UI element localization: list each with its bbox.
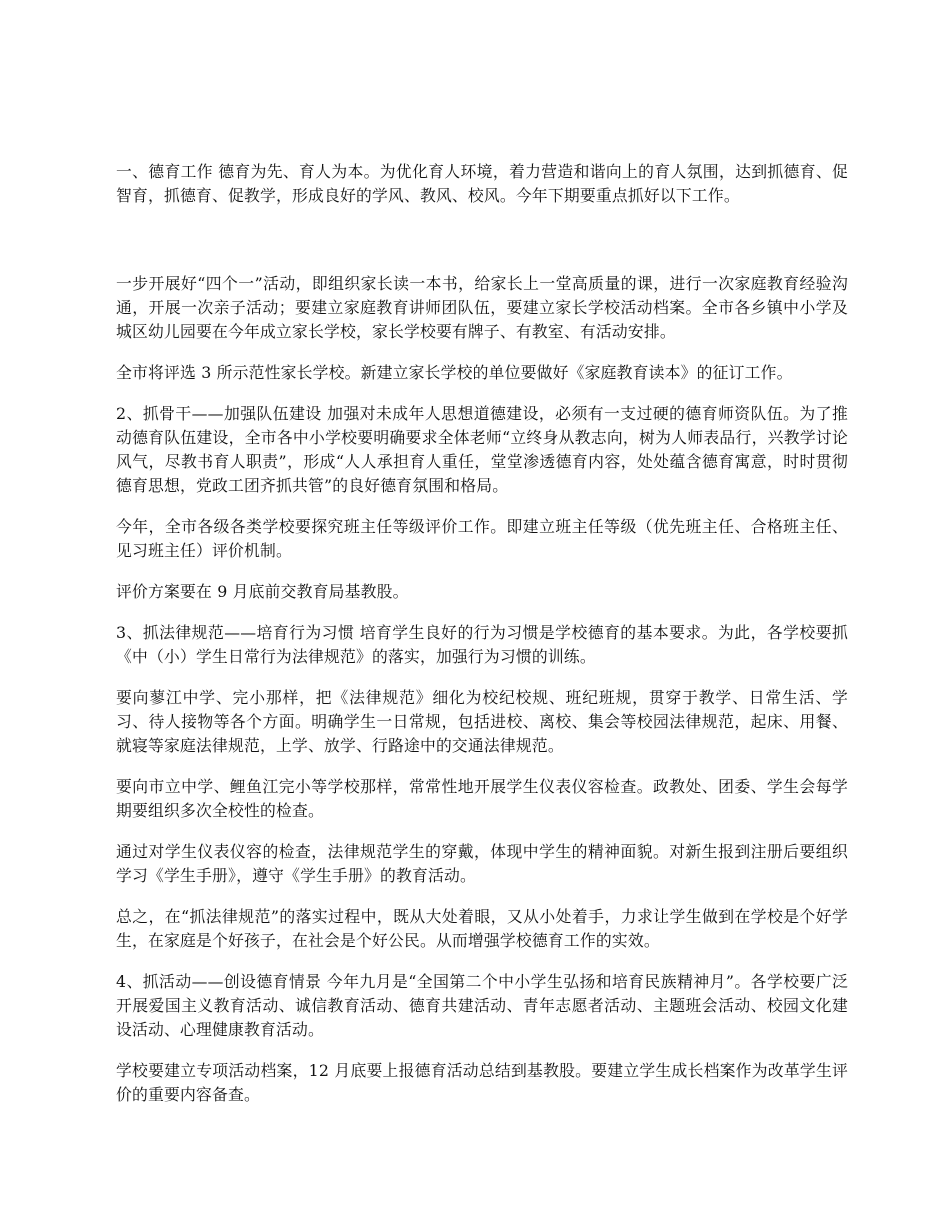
paragraph-activity-records: 学校要建立专项活动档案，12 月底要上报德育活动总结到基教股。要建立学生成长档案作为改革学生评价的重要内容备查。 <box>116 1061 848 1104</box>
paragraph-moral-education-intro: 一、德育工作 德育为先、育人为本。为优化育人环境，着力营造和谐向上的育人氛围，达到抓德育、促智育，抓德育、促教学，形成良好的学风、教风、校风。今年下期要重点抓好以下工作。 <box>116 162 848 205</box>
paragraph-model-parent-schools: 全市将评选 3 所示范性家长学校。新建立家长学校的单位要做好《家庭教育读本》的征订工作。 <box>116 363 793 382</box>
paragraph-class-teacher-evaluation: 今年，全市各级各类学校要探究班主任等级评价工作。即建立班主任等级（优先班主任、合格班主任、见习班主任）评价机制。 <box>116 517 848 560</box>
document-body <box>116 160 848 1124</box>
paragraph-evaluation-deadline: 评价方案要在 9 月底前交教育局基教股。 <box>116 582 409 601</box>
paragraph-four-ones-activity: 一步开展好“四个一”活动，即组织家长读一本书，给家长上一堂高质量的课，进行一次家庭教育经验沟通，开展一次亲子活动；要建立家庭教育讲师团队伍，要建立家长学校活动档案。全市各乡镇中小学及城区幼儿园要在今年成立家长学校，家长学校要有牌子、有教室、有活动安排。 <box>116 274 848 341</box>
paragraph-student-handbook: 通过对学生仪表仪容的检查，法律规范学生的穿戴，体现中学生的精神面貌。对新生报到注册后要组织学习《学生手册》，遵守《学生手册》的教育活动。 <box>116 842 848 885</box>
paragraph-behavior-habits: 3、抓法律规范——培育行为习惯 培育学生良好的行为习惯是学校德育的基本要求。为此，各学校要抓《中（小）学生日常行为法律规范》的落实，加强行为习惯的训练。 <box>116 623 848 666</box>
paragraph-teacher-team: 2、抓骨干——加强队伍建设 加强对未成年人思想道德建设，必须有一支过硬的德育师资队伍。为了推动德育队伍建设，全市各中小学校要明确要求全体老师“立终身从教志向，树为人师表品行，兴教学讨论风气，尽教书育人职责”，形成“人人承担育人重任，堂堂渗透德育内容，处处蕴含德育寓意，时时贯彻德育思想，党政工团齐抓共管”的良好德育氛围和格局。 <box>116 404 848 495</box>
paragraph-summary: 总之，在“抓法律规范”的落实过程中，既从大处着眼，又从小处着手，力求让学生做到在学校是个好学生，在家庭是个好孩子，在社会是个好公民。从而增强学校德育工作的实效。 <box>116 907 848 950</box>
paragraph-activities: 4、抓活动——创设德育情景 今年九月是“全国第二个中小学生弘扬和培育民族精神月”。各学校要广泛开展爱国主义教育活动、诚信教育活动、德育共建活动、青年志愿者活动、主题班会活动、校园文化建设活动、心理健康教育活动。 <box>116 972 848 1039</box>
paragraph-appearance-checks: 要向市立中学、鲤鱼江完小等学校那样，常常性地开展学生仪表仪容检查。政教处、团委、学生会每学期要组织多次全校性的检查。 <box>116 777 848 820</box>
paragraph-school-rules: 要向蓼江中学、完小那样，把《法律规范》细化为校纪校规、班纪班规，贯穿于教学、日常生活、学习、待人接物等各个方面。明确学生一日常规，包括进校、离校、集会等校园法律规范，起床、用餐、就寝等家庭法律规范，上学、放学、行路途中的交通法律规范。 <box>116 688 848 755</box>
